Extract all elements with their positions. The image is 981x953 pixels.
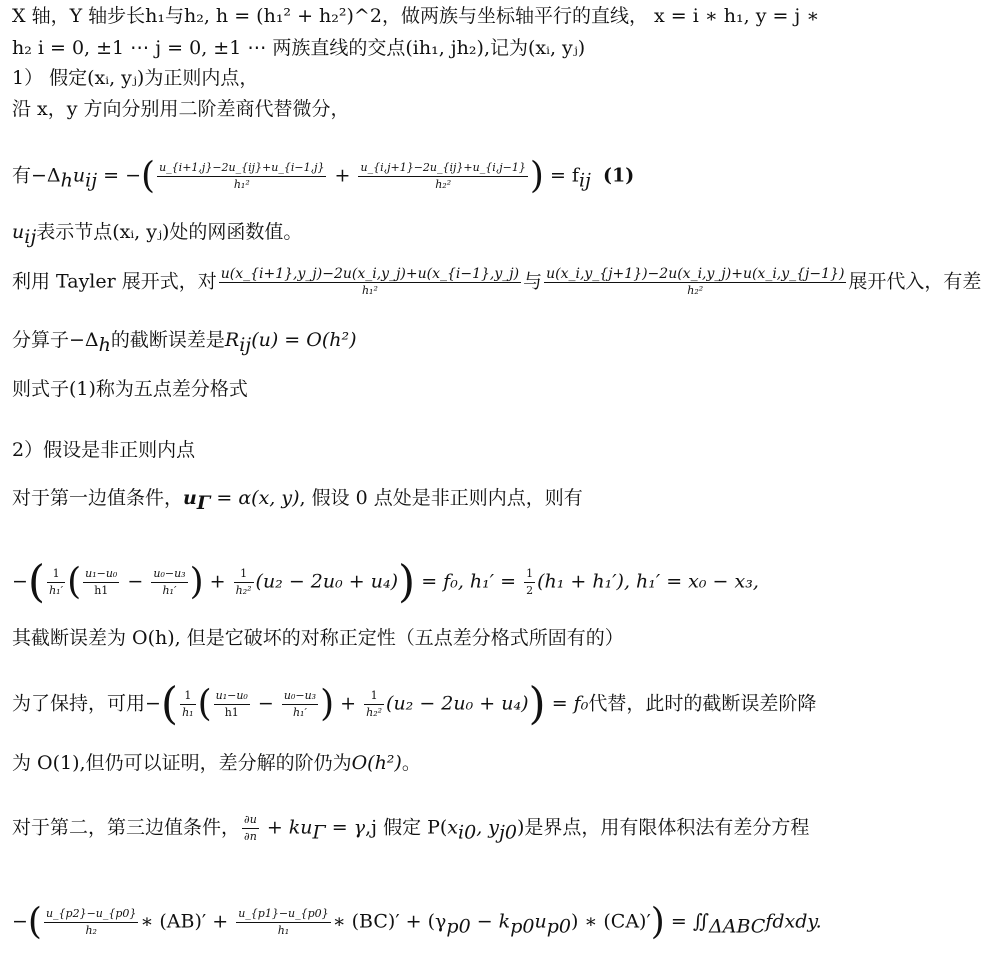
l8-d: (u) = O(h²)	[251, 329, 357, 351]
l7-num1: u(x_{i+1},y_j)−2u(x_i,y_j)+u(x_{i−1},y_j)	[220, 266, 520, 282]
eq2-f2n: u₁−u₀	[83, 566, 119, 583]
eq3-f1n: u_{p2}−u_{p0}	[44, 906, 138, 923]
eq3-f2d: h₁	[277, 924, 290, 937]
l7-num2: u(x_i,y_{j+1})−2u(x_i,y_j)+u(x_i,y_{j−1})	[546, 266, 845, 282]
eq2-left-paren: (	[27, 556, 46, 608]
l7-den1: h₁²	[361, 284, 378, 297]
l6-u: u	[12, 221, 25, 243]
eq1-num1: u_{i+1,j}−2u_{ij}+u_{i−1,j}	[157, 160, 326, 177]
l16-d: ,j 假定 P(	[365, 816, 448, 839]
l7-mid: 与	[523, 270, 543, 293]
l11-a: 对于第一边值条件，	[12, 487, 184, 509]
equation-3: −( $\frac{u\_\{p2\}-u\_\{p0\}}{\text{h₂}}$ ∗ (AB)′ + $\frac{u\_\{p1\}-u\_\{p0\}}{\text{h₁}}$ ∗ $(BC)' + (\gamma_{p0} - k_{p0}u_{p0})$ ∗ $(CA)') = ∬_{\Delta ABC}fdxdy$.	[12, 901, 822, 943]
l16-esub: i0	[458, 821, 477, 844]
equation-2: −( $\frac{1}{\text{h₁′}}$ ( $\frac{\text{u₁−u₀}}{h1}$ − $\frac{\text{u₀−u₃}}{\text{h₁′}}$ ) + $\frac{1}{\text{h₂²}}$ (u₂ − 2u₀ + u₄)) = f₀, h₁′ = $\frac{1}{2}$ (h₁ + h₁′), h₁′ = x₀ − x₃,	[12, 556, 759, 608]
l14-mid: (u₂ − 2u₀ + u₄)	[386, 692, 529, 715]
text-line-2: h₂ i = 0, ±1 ⋯ j = 0, ±1 ⋯ 两族直线的交点(ih₁, jh₂),记为(xᵢ, yⱼ)	[12, 37, 586, 59]
text-line-13: 其截断误差为 O(h), 但是它破坏的对称正定性（五点差分格式所固有的）	[12, 627, 624, 649]
eq3-t4: u	[534, 910, 547, 933]
l14-f2d: h1	[224, 706, 239, 719]
l15-c: 。	[401, 752, 421, 774]
eq3-f1d: h₂	[85, 924, 97, 937]
l8-sub: h	[98, 333, 111, 356]
l8-a: 分算子−Δ	[12, 329, 99, 351]
eq3-t5: ) ∗ (CA)′	[570, 910, 651, 933]
l14-f4d: h₂²	[366, 706, 383, 719]
eq3-rhs: = ∬	[664, 910, 710, 933]
eq1-den2: h₂²	[435, 178, 452, 191]
eq2-f4n: 1	[234, 566, 254, 583]
eq1-eq: = −	[97, 164, 142, 187]
l14-f2n: u₁−u₀	[214, 688, 250, 705]
text-line-9: 则式子(1)称为五点差分格式	[12, 378, 248, 400]
l8-c: R	[224, 329, 240, 351]
eq2-f1d: h₁′	[49, 584, 64, 597]
eq2-right-paren: )	[398, 556, 416, 608]
left-paren: (	[141, 155, 156, 197]
right-paren: )	[529, 155, 544, 197]
l16-bsub: Γ	[312, 821, 326, 844]
l14-f3n: u₀−u₃	[282, 688, 318, 705]
eq3-t3: − k	[470, 910, 511, 933]
l14-b: 代替，此时的截断误差阶降	[588, 692, 817, 715]
l11-c: = α(x, y)	[210, 487, 300, 509]
eq3-t4sub: p0	[546, 915, 571, 938]
eq3-t2sub: p0	[446, 915, 471, 938]
eq1-rhs-sub: ij	[578, 169, 591, 192]
l15-b: O(h²)	[351, 752, 402, 774]
eq1-tag: (1)	[603, 164, 635, 187]
l14-a: 为了保持，可用−	[12, 692, 161, 715]
text-line-16	[12, 812, 809, 845]
l15-a: 为 O(1),但仍可以证明，差分解的阶仍为	[12, 752, 352, 774]
text-line-4: 沿 x，y 方向分别用二阶差商代替微分，	[12, 98, 350, 120]
eq2-tail: h₁′ =	[463, 570, 523, 593]
eq3-t2: ∗ (BC)′ + (γ	[332, 910, 447, 933]
l6-usub: ij	[24, 225, 37, 248]
eq1-sub: h	[60, 169, 73, 192]
eq1-prefix: 有−Δ	[12, 164, 61, 187]
eq1-usub: ij	[85, 169, 98, 192]
eq2-tail2: (h₁ + h₁′), h₁′ = x₀ − x₃,	[537, 570, 759, 593]
l11-bsub: Γ	[196, 491, 211, 514]
eq1-rhs: = f	[543, 164, 579, 187]
l7-a: 利用 Tayler 展开式，对	[12, 270, 217, 293]
l16-c: = γ	[325, 816, 366, 839]
l16-e: x	[447, 816, 459, 839]
eq3-t3sub: p0	[510, 915, 535, 938]
text-line-7	[12, 266, 981, 299]
l8-b: 的截断误差是	[110, 329, 225, 351]
l6-text: 表示节点(xᵢ, yⱼ)处的网函数值。	[36, 221, 303, 243]
eq1-den1: h₁²	[233, 178, 250, 191]
l7-den2: h₂²	[687, 284, 704, 297]
eq3-f2n: u_{p1}−u_{p0}	[236, 906, 330, 923]
text-line-3: 1） 假定(xᵢ, yⱼ)为正则内点，	[12, 67, 259, 89]
eq2-mid: (u₂ − 2u₀ + u₄)	[255, 570, 399, 593]
text-line-8	[12, 328, 357, 356]
text-line-1: X 轴，Y 轴步长h₁与h₂, h = (h₁² + h₂²)^2，做两族与坐标轴平行的直线， x = i ∗ h₁, y = j ∗	[12, 5, 820, 27]
text-line-10: 2）假设是非正则内点	[12, 439, 196, 461]
eq3-t1: ∗ (AB)′ +	[140, 910, 235, 933]
l16-g: )是界点，用有限体积法有差分方程	[517, 816, 810, 839]
l11-b: u	[183, 487, 197, 509]
text-line-6	[12, 220, 303, 248]
l16-fn: ∂u	[242, 812, 259, 829]
eq2-f5d: 2	[526, 584, 534, 597]
eq2-f1n: 1	[47, 566, 65, 583]
eq1-num2: u_{i,j+1}−2u_{ij}+u_{i,j−1}	[358, 160, 527, 177]
text-line-11	[12, 486, 583, 514]
l14-f1n: 1	[180, 688, 196, 705]
eq2-f4d: h₂²	[235, 584, 252, 597]
eq2-f5n: 1	[524, 566, 535, 583]
eq3-rhs2: fdxdy.	[765, 910, 822, 933]
l14-f3d: h₁′	[292, 706, 307, 719]
l16-b: + ku	[260, 816, 313, 839]
eq2-f3d: h₁′	[162, 584, 177, 597]
eq1-u: u	[72, 164, 86, 187]
l8-csub: ij	[239, 333, 252, 356]
text-line-15	[12, 751, 421, 775]
l14-f4n: 1	[364, 688, 384, 705]
l11-d: , 假设 0 点处是非正则内点，则有	[299, 487, 583, 509]
eq2-f3n: u₀−u₃	[151, 566, 187, 583]
l14-rhs: = f₀	[545, 692, 589, 715]
eq2-f2d: h1	[94, 584, 109, 597]
l16-a: 对于第二，第三边值条件，	[12, 816, 241, 839]
equation-1: 有$-\Delta_hu_{ij}$ = −( $\frac{u\_\{i+1,j\}-2u\_\{ij\}+u\_\{i-1,j\}}{\text{h₁²}}$ + $\frac{u\_\{i,j+1\}-2u\_\{ij\}+u\_\{i,j-1\}}{\text{h₂²}}$ ) = $f_{ij}$ (1)	[12, 155, 635, 197]
l16-fsub: j0	[499, 821, 518, 844]
text-line-14: 为了保持，可用−( $\frac{1}{\text{h₁}}$ ( $\frac{\text{u₁−u₀}}{h1}$ − $\frac{\text{u₀−u₃}}{\text{h₁′}}$ ) + $\frac{1}{\text{h₂²}}$ (u₂ − 2u₀ + u₄)) = f₀代替，此时的截断误差阶降	[12, 678, 817, 730]
eq3-rhssub: ΔABC	[709, 915, 766, 938]
l7-b: 展开代入，有差	[848, 270, 981, 293]
l16-fd: ∂n	[244, 830, 257, 843]
l14-f1d: h₁	[182, 706, 194, 719]
l16-f: , y	[476, 816, 500, 839]
eq2-rhs: = f₀,	[415, 570, 464, 593]
